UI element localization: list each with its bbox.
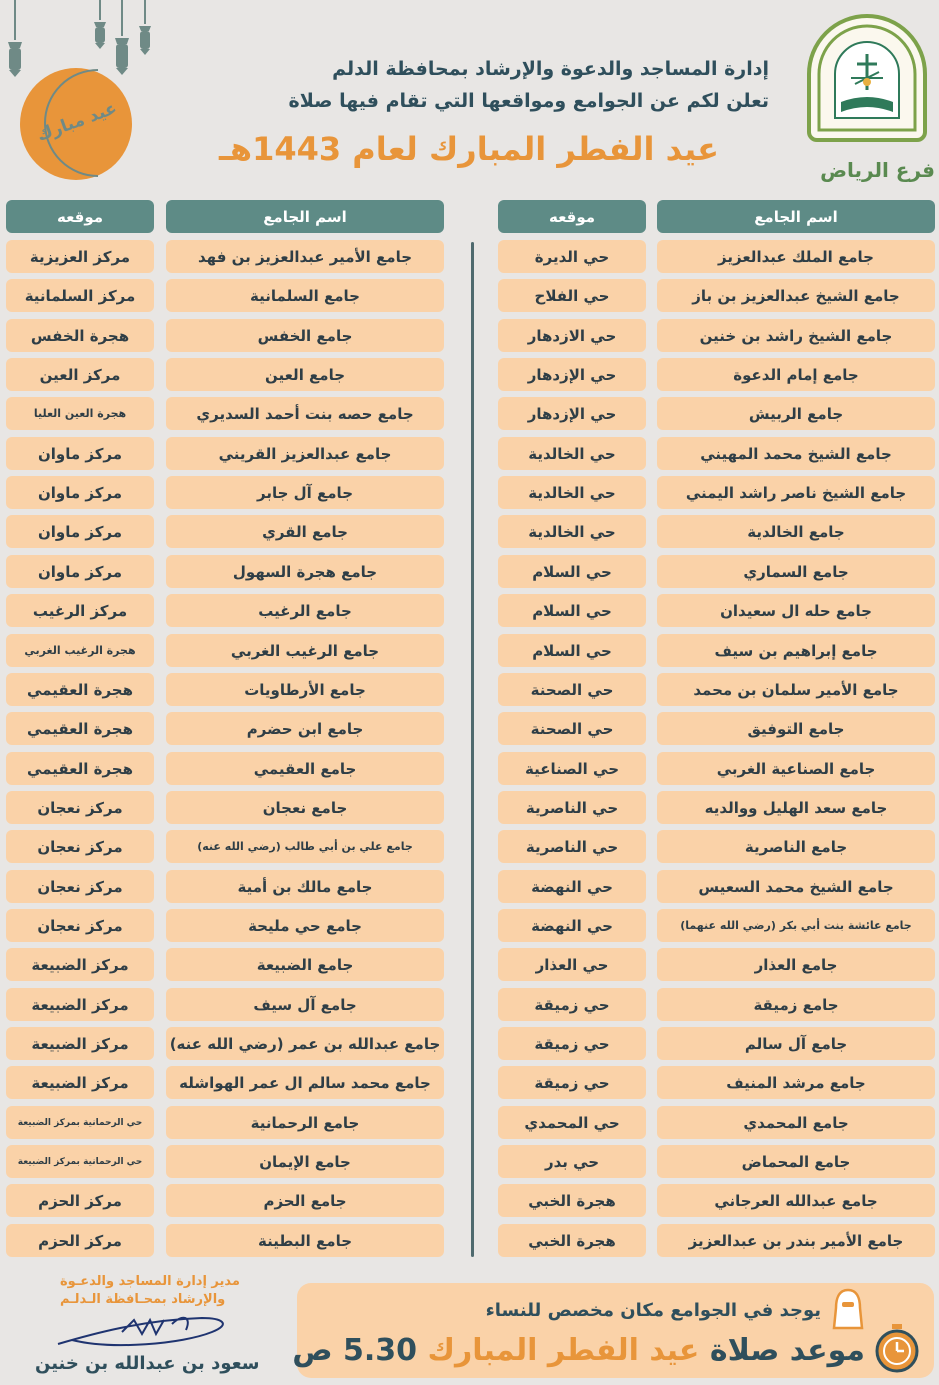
left-location-cell: مركز نعجان — [6, 830, 154, 863]
ministry-logo — [807, 14, 927, 142]
left-location-cell: مركز ماوان — [6, 555, 154, 588]
right-location-cell: حي السلام — [498, 634, 646, 667]
right-mosque-name-cell: جامع سعد الهليل ووالديه — [657, 791, 935, 824]
left-mosque-name-cell: جامع مالك بن أمية — [166, 870, 444, 903]
left-location-cell: مركز ماوان — [6, 515, 154, 548]
women-section-note: يوجد في الجوامع مكان مخصص للنساء — [485, 1300, 821, 1321]
right-mosque-name-cell: جامع الصناعية الغربي — [657, 752, 935, 785]
right-mosque-name-cell: جامع الأمير سلمان بن محمد — [657, 673, 935, 706]
right-mosque-name-cell: جامع المحمدي — [657, 1106, 935, 1139]
right-mosque-name-cell: جامع عبدالله العرجاني — [657, 1184, 935, 1217]
left-col-location-header: موقعه — [6, 200, 154, 233]
right-mosque-name-cell: جامع الشيخ محمد المهيني — [657, 437, 935, 470]
right-mosque-name-cell: جامع إمام الدعوة — [657, 358, 935, 391]
left-mosque-name-cell: جامع الرغيب — [166, 594, 444, 627]
left-mosque-name-cell: جامع الإيمان — [166, 1145, 444, 1178]
left-location-cell: مركز نعجان — [6, 909, 154, 942]
left-location-cell: مركز العزيزية — [6, 240, 154, 273]
left-mosque-name-cell: جامع الحزم — [166, 1184, 444, 1217]
left-location-cell: مركز ماوان — [6, 437, 154, 470]
prayer-time-prefix: موعد صلاة — [709, 1333, 865, 1368]
right-location-cell: حي النهضة — [498, 870, 646, 903]
eid-greeting-text: عيد مبارك — [34, 98, 120, 146]
left-mosque-name-cell: جامع عبدالله بن عمر (رضي الله عنه) — [166, 1027, 444, 1060]
right-location-cell: حي الفلاح — [498, 279, 646, 312]
left-mosque-name-cell: جامع الخفس — [166, 319, 444, 352]
right-location-cell: حي الديرة — [498, 240, 646, 273]
right-location-cell: حي النهضة — [498, 909, 646, 942]
right-mosque-name-cell: جامع زميقة — [657, 988, 935, 1021]
left-mosque-name-cell: جامع آل سيف — [166, 988, 444, 1021]
stopwatch-icon — [872, 1322, 922, 1374]
right-mosque-name-cell: جامع الشيخ محمد السعيس — [657, 870, 935, 903]
left-location-cell: هجرة العقيمي — [6, 712, 154, 745]
left-location-cell: هجرة الرغيب الغربي — [6, 634, 154, 667]
right-location-cell: حي السلام — [498, 555, 646, 588]
right-location-cell: حي الناصرية — [498, 830, 646, 863]
right-location-cell: هجرة الخبي — [498, 1224, 646, 1257]
right-location-cell: حي الخالدية — [498, 437, 646, 470]
right-location-cell: حي العذار — [498, 948, 646, 981]
signer-title-line-2: والإرشاد بمحـافظة الـدلـم — [60, 1292, 226, 1307]
right-location-cell: حي الصحنة — [498, 673, 646, 706]
right-mosque-name-cell: جامع العذار — [657, 948, 935, 981]
right-mosque-name-cell: جامع الشيخ عبدالعزيز بن باز — [657, 279, 935, 312]
left-location-cell: مركز الضبيعة — [6, 948, 154, 981]
right-location-cell: حي الناصرية — [498, 791, 646, 824]
left-location-cell: هجرة الخفس — [6, 319, 154, 352]
column-divider — [471, 242, 474, 1257]
left-mosque-name-cell: جامع الضبيعة — [166, 948, 444, 981]
left-mosque-name-cell: جامع البطينة — [166, 1224, 444, 1257]
left-mosque-name-cell: جامع القري — [166, 515, 444, 548]
right-location-cell: حي الإزدهار — [498, 358, 646, 391]
left-location-cell: مركز ماوان — [6, 476, 154, 509]
right-location-cell: حي زميقة — [498, 1027, 646, 1060]
left-mosque-name-cell: جامع العين — [166, 358, 444, 391]
left-mosque-name-cell: جامع علي بن أبي طالب (رضي الله عنه) — [166, 830, 444, 863]
right-mosque-name-cell: جامع مرشد المنيف — [657, 1066, 935, 1099]
left-location-cell: مركز العين — [6, 358, 154, 391]
right-location-cell: هجرة الخبي — [498, 1184, 646, 1217]
right-location-cell: حي الصحنة — [498, 712, 646, 745]
right-location-cell: حي السلام — [498, 594, 646, 627]
right-mosque-name-cell: جامع الشيخ ناصر راشد اليمني — [657, 476, 935, 509]
header-title: عيد الفطر المبارك لعام 1443هـ — [218, 130, 719, 168]
header-line-2: تعلن لكم عن الجوامع ومواقعها التي تقام فيها صلاة — [288, 90, 769, 112]
woman-icon — [830, 1288, 866, 1330]
left-location-cell: مركز الضبيعة — [6, 988, 154, 1021]
right-mosque-name-cell: جامع الربيش — [657, 397, 935, 430]
left-mosque-name-cell: جامع العقيمي — [166, 752, 444, 785]
right-location-cell: حي الخالدية — [498, 476, 646, 509]
left-mosque-name-cell: جامع الأرطاويات — [166, 673, 444, 706]
left-location-cell: هجرة العقيمي — [6, 752, 154, 785]
right-location-cell: حي زميقة — [498, 988, 646, 1021]
right-mosque-name-cell: جامع الخالدية — [657, 515, 935, 548]
right-mosque-name-cell: جامع الناصرية — [657, 830, 935, 863]
right-mosque-name-cell: جامع حله ال سعيدان — [657, 594, 935, 627]
signer-name: سعود بن عبدالله بن خنين — [35, 1353, 260, 1374]
right-mosque-name-cell: جامع الملك عبدالعزيز — [657, 240, 935, 273]
right-mosque-name-cell: جامع السماري — [657, 555, 935, 588]
right-mosque-name-cell: جامع التوفيق — [657, 712, 935, 745]
left-mosque-name-cell: جامع السلمانية — [166, 279, 444, 312]
right-location-cell: حي الخالدية — [498, 515, 646, 548]
right-location-cell: حي زميقة — [498, 1066, 646, 1099]
left-location-cell: مركز الحزم — [6, 1184, 154, 1217]
right-mosque-name-cell: جامع الشيخ راشد بن خنين — [657, 319, 935, 352]
signature-drawing — [52, 1310, 242, 1356]
left-location-cell: مركز الضبيعة — [6, 1066, 154, 1099]
right-mosque-name-cell: جامع آل سالم — [657, 1027, 935, 1060]
right-col-name-header: اسم الجامع — [657, 200, 935, 233]
left-location-cell: مركز نعجان — [6, 870, 154, 903]
right-location-cell: حي المحمدي — [498, 1106, 646, 1139]
left-mosque-name-cell: جامع حصه بنت أحمد السديري — [166, 397, 444, 430]
signer-title-line-1: مدير إدارة المساجد والدعـوة — [60, 1274, 240, 1289]
right-location-cell: حي الازدهار — [498, 319, 646, 352]
right-mosque-name-cell: جامع عائشة بنت أبي بكر (رضي الله عنهما) — [657, 909, 935, 942]
left-mosque-name-cell: جامع آل جابر — [166, 476, 444, 509]
left-location-cell: حي الرحمانية بمركز الضبيعة — [6, 1106, 154, 1139]
left-location-cell: مركز الحزم — [6, 1224, 154, 1257]
left-mosque-name-cell: جامع عبدالعزيز القريني — [166, 437, 444, 470]
left-mosque-name-cell: جامع الرغيب الغربي — [166, 634, 444, 667]
left-mosque-name-cell: جامع حي مليحة — [166, 909, 444, 942]
prayer-time-text — [292, 1333, 865, 1368]
left-mosque-name-cell: جامع نعجان — [166, 791, 444, 824]
prayer-time-highlight: عيد الفطر المبارك — [427, 1333, 700, 1368]
right-mosque-name-cell: جامع الأمير بندر بن عبدالعزيز — [657, 1224, 935, 1257]
left-mosque-name-cell: جامع محمد سالم ال عمر الهواشله — [166, 1066, 444, 1099]
left-location-cell: مركز السلمانية — [6, 279, 154, 312]
left-location-cell: هجرة العقيمي — [6, 673, 154, 706]
left-location-cell: مركز الرغيب — [6, 594, 154, 627]
left-location-cell: هجرة العين العليا — [6, 397, 154, 430]
right-location-cell: حي الصناعية — [498, 752, 646, 785]
left-location-cell: حي الرحمانية بمركز الضبيعة — [6, 1145, 154, 1178]
right-mosque-name-cell: جامع إبراهيم بن سيف — [657, 634, 935, 667]
right-location-cell: حي الإزدهار — [498, 397, 646, 430]
left-mosque-name-cell: جامع هجرة السهول — [166, 555, 444, 588]
left-col-name-header: اسم الجامع — [166, 200, 444, 233]
right-mosque-name-cell: جامع المحماض — [657, 1145, 935, 1178]
left-mosque-name-cell: جامع الأمير عبدالعزيز بن فهد — [166, 240, 444, 273]
prayer-time-value: 5.30 ص — [292, 1333, 418, 1368]
left-location-cell: مركز الضبيعة — [6, 1027, 154, 1060]
left-location-cell: مركز نعجان — [6, 791, 154, 824]
right-location-cell: حي بدر — [498, 1145, 646, 1178]
branch-label: فرع الرياض — [820, 158, 935, 182]
left-mosque-name-cell: جامع الرحمانية — [166, 1106, 444, 1139]
header-line-1: إدارة المساجد والدعوة والإرشاد بمحافظة الدلم — [332, 58, 769, 80]
left-mosque-name-cell: جامع ابن حضرم — [166, 712, 444, 745]
right-col-location-header: موقعه — [498, 200, 646, 233]
